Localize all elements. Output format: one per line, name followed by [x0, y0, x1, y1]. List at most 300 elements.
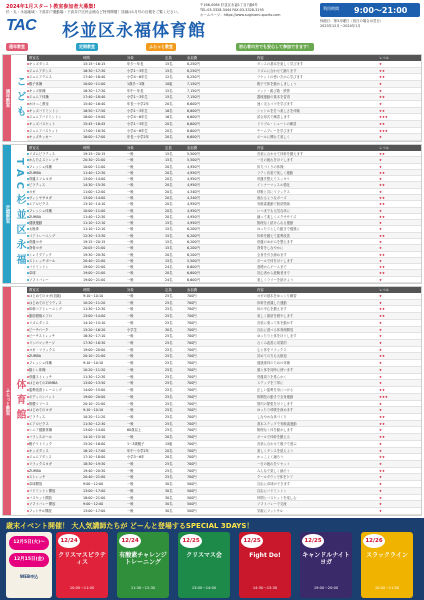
- column-header: 対象: [127, 146, 134, 150]
- cell-fee: 700円: [187, 367, 197, 372]
- event-card[interactable]: [239, 532, 291, 598]
- cell-name: ビーチストレッチ: [29, 334, 56, 339]
- cell-desc: かっこよく踊ろう: [257, 455, 284, 460]
- event-card[interactable]: [300, 532, 352, 598]
- cell-name: ジュニアテニス: [29, 75, 52, 80]
- cell-desc: 気軽にフットサル: [257, 509, 283, 513]
- cell-cap: 20名: [165, 164, 173, 169]
- cell-fee: 700円: [187, 300, 197, 305]
- cell-time: 9:00〜12:00: [83, 482, 104, 487]
- table-row: [27, 374, 421, 381]
- cell-cap: 25名: [165, 354, 173, 359]
- cell-name: フレッシュ体操: [29, 164, 52, 169]
- cell-level: ★★: [379, 271, 385, 276]
- column-header: レベル: [379, 146, 390, 150]
- cell-target: 小学1〜3年生: [127, 68, 148, 73]
- cell-target: 一般: [127, 189, 134, 194]
- cell-name: 卓球開放: [29, 482, 43, 487]
- cell-cap: 25名: [165, 468, 173, 473]
- cell-desc: マット・跳び箱・鉄棒: [257, 88, 290, 93]
- cell-name: ジュニアバドミントン: [29, 115, 62, 120]
- column-header: 参加費: [187, 146, 198, 150]
- cell-name: はじめてのピラティス: [29, 300, 62, 305]
- cell-name: 姿勢改善トレーニング: [29, 388, 62, 393]
- cell-name: かけっこ教室: [29, 101, 49, 106]
- cell-level: ★: [379, 320, 382, 325]
- cell-level: ★★: [379, 307, 385, 312]
- cell-cap: 25名: [165, 475, 173, 480]
- children-rows: [27, 61, 421, 141]
- cell-fee: 6,600円: [187, 121, 200, 126]
- cell-cap: 15名: [165, 258, 173, 263]
- cell-cap: 25名: [165, 414, 173, 419]
- cell-target: 一般: [127, 258, 134, 263]
- subnotice-text: 杉・丸・永福地域・下高井戸運動場・下高井戸区民会館など特別開催！詳細は1月号の区報をご覧ください。: [6, 10, 181, 14]
- cell-desc: 無理なく続けられる運動: [257, 221, 294, 226]
- cell-fee: 5,500円: [187, 158, 200, 163]
- cell-name: ジュニアダンス: [29, 455, 52, 460]
- cell-time: 10:20〜11:20: [83, 300, 106, 305]
- cell-name: ピラティス: [29, 183, 46, 188]
- cell-fee: 6,600円: [187, 277, 200, 282]
- cell-cap: 25名: [165, 367, 173, 372]
- table-row: [27, 81, 421, 88]
- cell-name: ヨガ・リラックス: [29, 347, 56, 352]
- cell-fee: 6,600円: [187, 101, 200, 106]
- cell-target: 一般: [127, 221, 134, 226]
- hours-label: 利用時間: [323, 6, 339, 11]
- cell-target: 年少〜年長: [127, 62, 144, 66]
- cell-fee: 4,340円: [187, 189, 200, 194]
- event-card-date: 12/24: [58, 534, 80, 548]
- cell-fee: 700円: [187, 428, 197, 433]
- cell-desc: ポールで体をほぐします: [257, 258, 294, 263]
- event-card-time: 14:30〜15:30: [252, 586, 278, 590]
- cell-time: 19:30〜20:30: [83, 252, 106, 257]
- cell-level: ★: [379, 347, 382, 352]
- cell-desc: 親子で体を動かしましょう: [257, 81, 297, 86]
- cell-cap: 20名: [165, 189, 173, 194]
- period: 2023年12月〜2024年1月: [320, 24, 361, 28]
- cell-target: 一般: [127, 164, 134, 169]
- cell-fee: 500円: [187, 509, 197, 513]
- table-row: [27, 306, 421, 313]
- cell-cap: 15名: [165, 68, 173, 73]
- cell-cap: 25名: [165, 394, 173, 399]
- section-side-label: ふらっと教室: [3, 287, 11, 515]
- cell-name: 親子体操: [29, 81, 43, 86]
- column-header: 対象: [127, 56, 134, 60]
- cell-cap: 25名: [165, 294, 173, 298]
- cell-target: 1〜3歳親子: [127, 441, 145, 446]
- cell-desc: ダンスの基本を楽しく学びます: [257, 62, 304, 66]
- cell-name: 背骨ヨガ: [29, 246, 43, 251]
- notice-text: 2024年1月スタート教室参加者大募集!: [6, 4, 96, 10]
- cell-cap: 20名: [165, 121, 173, 126]
- cell-desc: 体幹を鍛えて姿勢改善: [257, 233, 290, 238]
- cell-time: 17:10〜18:00: [83, 455, 106, 460]
- cell-target: 一般: [127, 265, 134, 270]
- cell-time: 18:30〜19:30: [83, 461, 106, 466]
- event-card[interactable]: [56, 532, 108, 598]
- table-row: [27, 488, 421, 495]
- cell-time: 10:00〜11:00: [83, 81, 106, 86]
- event-card-name: Fight Do!: [249, 552, 281, 559]
- cell-fee: 700円: [187, 347, 197, 352]
- cell-name: 太極拳: [29, 227, 39, 232]
- tac-logo: TAC: [6, 17, 37, 34]
- cell-target: 一般: [127, 239, 134, 244]
- address: 〒168-0064 杉並区永福1丁目7番6号: [200, 3, 258, 7]
- event-banner: [0, 518, 424, 600]
- section-side-label: 定期教室: [3, 145, 11, 283]
- cell-level: ★★: [379, 421, 385, 426]
- cell-fee: 700円: [187, 314, 197, 319]
- event-card-date: 12/25: [180, 534, 202, 548]
- cell-level: ★: [379, 101, 382, 106]
- cell-time: 20:10〜21:00: [83, 401, 106, 406]
- web-link[interactable]: ホームページ：https://www.suginami-sports.com: [200, 13, 281, 17]
- cell-level: ★: [379, 441, 382, 446]
- cell-time: 16:10〜17:00: [83, 448, 106, 453]
- web-apply-link[interactable]: WEB申込: [19, 574, 39, 579]
- adult-rows: [27, 151, 421, 283]
- event-card-time: 10:00〜11:00: [374, 586, 400, 590]
- table-row: [27, 333, 421, 340]
- cell-level: ★★: [379, 183, 385, 188]
- cell-level: ★★: [379, 121, 385, 126]
- cell-level: ★: [379, 189, 382, 194]
- cell-cap: 20名: [165, 183, 173, 188]
- cell-desc: 楽しくラリーを続けよう: [257, 277, 294, 282]
- table-row: [27, 61, 421, 68]
- column-header: 教室名: [29, 288, 40, 292]
- cell-level: ★★: [379, 468, 385, 473]
- event-card-date: 12/26: [363, 534, 385, 548]
- table-row: [27, 387, 421, 394]
- cell-level: ★: [379, 381, 382, 386]
- cell-fee: 8,250円: [187, 62, 200, 66]
- event-title: 歳末イベント開催！ 大人気講師たちが どーんと登場するSPECIAL 3DAYS！: [6, 522, 254, 530]
- cell-name: ジュニアダンス: [29, 68, 52, 73]
- cell-desc: 仲間とバスケットを楽しむ: [257, 495, 297, 500]
- cell-target: 60歳以上: [127, 428, 142, 433]
- event-application-box: [6, 532, 52, 598]
- cell-fee: 4,340円: [187, 195, 200, 200]
- cell-desc: 初めての方も大歓迎: [257, 354, 287, 359]
- cell-target: 小学3〜6年: [127, 455, 145, 460]
- event-card-date: 12/25: [302, 534, 324, 548]
- table-row: [27, 427, 421, 434]
- cell-name: ヴィンヤサヨガ: [29, 195, 52, 200]
- cell-cap: 20名: [165, 177, 173, 182]
- cell-target: 一般: [127, 152, 134, 156]
- cell-target: 一般: [127, 381, 134, 386]
- cell-fee: 4,950円: [187, 208, 200, 213]
- cell-cap: 25名: [165, 341, 173, 346]
- cell-level: ★★: [379, 108, 385, 113]
- cell-cap: 25名: [165, 428, 173, 433]
- table-row: [27, 347, 421, 354]
- cell-target: 一般: [127, 502, 134, 507]
- cell-level: ★: [379, 239, 382, 244]
- cell-desc: 速く走るコツを学びます: [257, 101, 294, 106]
- section-vertical-title: こども: [14, 75, 25, 121]
- table-row: [27, 277, 421, 283]
- cell-time: 13:00〜17:00: [83, 509, 106, 513]
- cell-name: バランスボール: [29, 435, 52, 440]
- cell-fee: 6,200円: [187, 239, 200, 244]
- cell-time: 13:00〜14:00: [83, 177, 106, 182]
- cell-fee: 6,200円: [187, 233, 200, 238]
- event-card[interactable]: [361, 532, 413, 598]
- cell-time: 11:30〜12:30: [83, 374, 106, 379]
- event-date-start: 12月5日(火)〜: [9, 536, 49, 550]
- cell-name: 筋膜リリース: [29, 401, 49, 406]
- cell-level: ★: [379, 341, 382, 346]
- cell-fee: 700円: [187, 354, 197, 359]
- cell-level: ★: [379, 164, 382, 169]
- cell-time: 18:00〜21:00: [83, 495, 106, 500]
- table-row: [27, 508, 421, 515]
- cell-time: 13:00〜14:00: [83, 428, 106, 433]
- cell-time: 15:40〜16:40: [83, 101, 106, 106]
- cell-target: 一般: [127, 401, 134, 406]
- table-row: [27, 88, 421, 95]
- cell-desc: 自由にバドミントン: [257, 488, 287, 493]
- column-header: 参加費: [187, 56, 198, 60]
- cell-name: フレッシュ体操: [29, 361, 52, 366]
- cell-level: ★★: [379, 214, 385, 219]
- event-card-time: 10:00〜11:00: [69, 586, 95, 590]
- cell-time: 15:15〜16:15: [83, 62, 106, 66]
- column-header: 時間: [83, 146, 90, 150]
- cell-target: 一般: [127, 334, 134, 339]
- cell-target: 一般: [127, 214, 134, 219]
- cell-cap: 25名: [165, 408, 173, 413]
- cell-cap: 30名: [165, 495, 173, 500]
- event-card-date: 12/25: [241, 534, 263, 548]
- cell-level: ★: [379, 294, 382, 298]
- cell-desc: リズムに合わせて踊ります: [257, 68, 297, 73]
- cell-level: ★: [379, 258, 382, 263]
- cell-fee: 700円: [187, 327, 197, 332]
- cell-target: 小学生: [127, 327, 137, 332]
- cell-fee: 700円: [187, 361, 197, 366]
- table-row: [27, 68, 421, 75]
- cell-cap: 20名: [165, 455, 173, 460]
- cell-target: 一般: [127, 509, 134, 513]
- cell-name: ジュニア体操: [29, 95, 49, 100]
- cell-level: ★: [379, 509, 382, 513]
- cell-target: 一般: [127, 408, 134, 413]
- cell-level: ★: [379, 408, 382, 413]
- table-row: [27, 468, 421, 475]
- cell-time: 20:05〜21:00: [83, 246, 106, 251]
- cell-level: ★: [379, 208, 382, 213]
- table-row: [27, 441, 421, 448]
- cell-target: 一般: [127, 495, 134, 500]
- cell-time: 13:00〜14:00: [83, 195, 106, 200]
- cell-cap: 30名: [165, 482, 173, 487]
- cell-target: 一般: [127, 271, 134, 276]
- cell-desc: 無理なく体を動かします: [257, 428, 294, 433]
- cell-desc: 自由に遊べる体育館開放: [257, 327, 294, 332]
- cell-name: バドミントン開放: [29, 488, 56, 493]
- cell-target: 一般: [127, 414, 134, 419]
- section-vertical-title: 体育館: [14, 378, 25, 424]
- cell-name: ソフトバレー開放: [29, 502, 56, 507]
- cell-name: 脳トレ体操: [29, 367, 46, 372]
- cell-name: はじめてのヨガ(初級): [29, 294, 62, 298]
- column-header: 教室名: [29, 146, 40, 150]
- table-row: [27, 74, 421, 81]
- cell-level: ★: [379, 428, 382, 433]
- cell-time: 19:00〜21:00: [83, 265, 106, 270]
- cell-cap: 25名: [165, 334, 173, 339]
- cell-target: 一般: [127, 208, 134, 213]
- cell-level: ★: [379, 246, 382, 251]
- event-card[interactable]: [117, 532, 169, 598]
- cell-desc: 体の中心を鍛えます: [257, 307, 287, 312]
- cell-level: ★★: [379, 152, 385, 156]
- cell-desc: みんなで楽しく踊ろう: [257, 468, 290, 473]
- cell-level: ★: [379, 475, 382, 480]
- cell-fee: 700円: [187, 394, 197, 399]
- cell-desc: シャトルを打つ楽しさを体験: [257, 108, 300, 113]
- cell-time: 16:30〜17:30: [83, 88, 106, 93]
- cell-fee: 6,200円: [187, 227, 200, 232]
- column-header: 参加費: [187, 288, 198, 292]
- cell-desc: 心と体をリラックス: [257, 347, 287, 352]
- cell-time: 17:30〜18:30: [83, 341, 106, 346]
- cell-time: 19:00〜21:00: [83, 277, 106, 282]
- cell-fee: 6,600円: [187, 115, 200, 120]
- cell-time: 11:30〜12:30: [83, 307, 106, 312]
- cell-desc: 全身を引き締めます: [257, 252, 287, 257]
- cell-fee: 700円: [187, 307, 197, 312]
- cell-fee: 700円: [187, 388, 197, 393]
- cell-target: 一般: [127, 354, 134, 359]
- cell-cap: 25名: [165, 374, 173, 379]
- cell-desc: 骨盤周りを柔らかく: [257, 374, 287, 379]
- table-row: [27, 474, 421, 481]
- cell-name: 骨盤ストレッチ: [29, 374, 53, 379]
- event-card-name: クリスマスピラティス: [58, 552, 106, 566]
- cell-time: 16:30〜17:10: [83, 334, 106, 339]
- event-card-name: クリスマス会: [186, 552, 222, 559]
- cell-time: 11:40〜12:30: [83, 170, 106, 175]
- cell-time: 11:40〜12:30: [83, 214, 106, 219]
- cell-desc: ゆったりとした動きで健康に: [257, 227, 300, 232]
- cell-fee: 700円: [187, 294, 197, 298]
- cell-target: 一般: [127, 347, 134, 352]
- cell-level: ★★: [379, 455, 385, 460]
- cell-target: 一般: [127, 367, 134, 372]
- cell-level: ★: [379, 277, 382, 282]
- column-header: 時間: [83, 288, 90, 292]
- cell-target: 一般: [127, 435, 134, 440]
- cell-cap: 20名: [165, 435, 173, 440]
- cell-time: 14:10〜15:10: [83, 320, 106, 325]
- event-card[interactable]: [178, 532, 230, 598]
- cell-fee: 4,950円: [187, 170, 200, 175]
- cell-target: 一般: [127, 461, 134, 466]
- cell-time: 11:00〜12:00: [83, 189, 106, 194]
- cell-name: エアロビクス: [29, 202, 49, 207]
- cell-target: 小学4〜6年生: [127, 115, 148, 120]
- cell-fee: 8,250円: [187, 68, 200, 73]
- cell-desc: 踊って楽しくエクササイズ: [257, 214, 297, 219]
- cell-time: 19:00〜20:00: [83, 347, 106, 352]
- cell-level: ★: [379, 374, 382, 379]
- column-header: 内容: [257, 288, 264, 292]
- cell-cap: 25名: [165, 388, 173, 393]
- cell-fee: 6,600円: [187, 135, 200, 140]
- cell-cap: 15名: [165, 246, 173, 251]
- cell-fee: 6,200円: [187, 252, 200, 257]
- cell-target: 年長〜小学2年: [127, 135, 149, 140]
- cell-time: 11:30〜12:30: [83, 421, 106, 426]
- cell-desc: 一日の疲れをほぐします: [257, 158, 294, 163]
- cell-level: ★: [379, 495, 382, 500]
- cell-fee: 700円: [187, 468, 197, 473]
- legend-item: 定期教室: [76, 43, 98, 51]
- cell-desc: 体幹を意識した運動: [257, 300, 287, 305]
- cell-target: 一般: [127, 314, 134, 319]
- contact-info: [200, 3, 320, 18]
- cell-level: ★: [379, 135, 382, 140]
- cell-time: 11:10〜12:10: [83, 221, 106, 226]
- cell-target: 一般: [127, 300, 134, 305]
- table-row: [27, 293, 421, 300]
- children-section: [2, 54, 422, 142]
- cell-target: 一般: [127, 233, 134, 238]
- cell-fee: 700円: [187, 320, 197, 325]
- cell-name: キッズバドミントン: [29, 108, 59, 113]
- cell-time: 10:00〜11:00: [83, 164, 106, 169]
- legend-item: ふらっと教室: [146, 43, 176, 51]
- cell-level: ★: [379, 482, 382, 487]
- cell-name: リラックスヨガ: [29, 461, 52, 466]
- cell-desc: クールダウンで体をケア: [257, 475, 294, 480]
- table-row: [27, 414, 421, 421]
- cell-level: ★★: [379, 68, 385, 73]
- cell-desc: ラテン音楽で楽しく運動: [257, 170, 294, 175]
- cell-time: 20:40〜21:00: [83, 258, 106, 263]
- event-card-name: キャンドルナイトヨガ: [302, 552, 350, 566]
- cell-target: 一般: [127, 277, 134, 282]
- column-header: 定員: [165, 56, 172, 60]
- cell-name: 骨盤ヨガ: [29, 239, 43, 244]
- table-row: [27, 101, 421, 108]
- table-row: [27, 134, 421, 141]
- cell-cap: 20名: [165, 214, 173, 219]
- cell-name: ZUMBA: [29, 354, 42, 359]
- cell-fee: 7,150円: [187, 95, 200, 100]
- cell-name: ZUMBA: [29, 214, 42, 219]
- cell-name: かんたんストレッチ: [29, 158, 59, 163]
- cell-cap: 20名: [165, 195, 173, 200]
- cell-fee: 700円: [187, 374, 197, 379]
- cell-desc: ゆったりと体をほぐします: [257, 334, 297, 339]
- cell-fee: 4,950円: [187, 183, 200, 188]
- cell-cap: 16名: [165, 108, 173, 113]
- event-card-time: 13:00〜14:00: [191, 586, 217, 590]
- table-row: [27, 481, 421, 488]
- cell-cap: 25名: [165, 361, 173, 366]
- cell-desc: ボールに慣れて楽しく: [257, 135, 290, 140]
